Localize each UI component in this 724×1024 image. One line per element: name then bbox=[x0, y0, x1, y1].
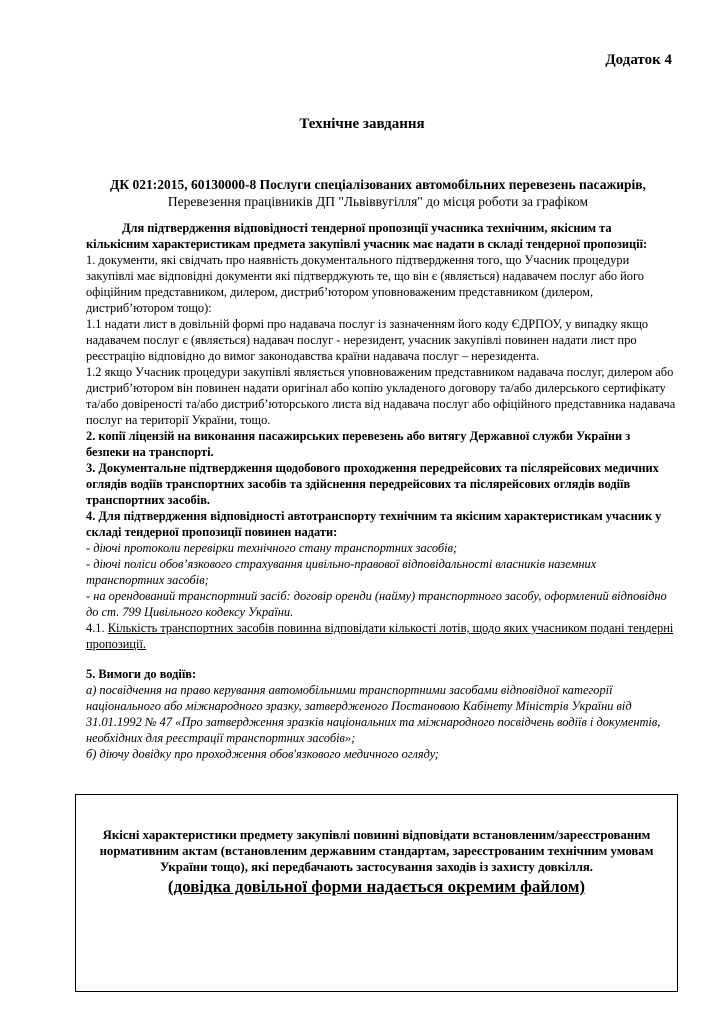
quality-requirements-text: Якісні характеристики предмету закупівлі повинні відповідати встановленим/зареєстрованим нормативним актам (встановленим державним стандартам, зареєстрованим технічним умовам України тощо), які передбачають застосування заходів із захисту довкілля. bbox=[99, 828, 654, 874]
requirement-2: 2. копії ліцензій на виконання пасажирських перевезень або витягу Державної служби України з безпеки на транспорті. bbox=[86, 429, 631, 459]
requirement-4-1-text: Кількість транспортних засобів повинна відповідати кількості лотів, щодо яких учасником подані тендерні пропозиції. bbox=[86, 621, 674, 651]
box-content bbox=[86, 827, 667, 897]
requirement-1: 1. документи, які свідчать про наявність документального підтвердження того, що Учасник процедури закупівлі має відповідні документи які підтверджують те, що він є (являється) надавачем послуг або його офіційним представником, дилером, дистриб’ютором уповноваженим представником (дилером, дистриб’ютором тощо): bbox=[86, 253, 644, 315]
separate-file-note: (довідка довільної форми надається окремим файлом) bbox=[167, 877, 586, 896]
requirement-1-1: 1.1 надати лист в довільній формі про надавача послуг із зазначенням його коду ЄДРПОУ, у випадку якщо надавачем послуг є (являється) надавач послуг - нерезидент, учасник закупівлі повинен надати лист про реєстрацію відповідно до вимог законодавства країни надавача послуг – нерезидента. bbox=[86, 317, 649, 363]
subject-code: ДК 021:2015, 60130000-8 Послуги спеціалізованих автомобільних перевезень пасажирів, bbox=[110, 177, 646, 192]
requirement-5-a: а) посвідчення на право керування автомобільними транспортними засобами відповідної категорії національного або міжнародного зразку, затвердженого Постановою Кабінету Міністрів України від 31.01.1992 № 47 «Про затвердження зразків національних та міжнародного посвідчень водіїв і документів, необхідних для реєстрації транспортних засобів»; bbox=[86, 683, 661, 745]
appendix-label: Додаток 4 bbox=[605, 52, 672, 68]
procurement-subject bbox=[60, 176, 696, 210]
requirement-4: 4. Для підтвердження відповідності автотранспорту технічним та якісним характеристикам учасник у складі тендерної пропозиції повинен надати: bbox=[86, 509, 662, 539]
requirement-4-1 bbox=[86, 620, 676, 652]
quality-requirements-box bbox=[75, 794, 678, 992]
requirements-body bbox=[86, 220, 676, 762]
requirement-1-2: 1.2 якщо Учасник процедури закупівлі являється уповноваженим представником надавача послуг, дилером або дистриб’ютором він повинен надати оригінал або копію укладеного договору та/або дилерського сертифікату та/або довіреності та/або дистриб’юторського листа від надавача послуг або офіційного представника надавача послуг на території України, тощо. bbox=[86, 365, 676, 427]
subject-description: Перевезення працівників ДП "Львіввугілля" до місця роботи за графіком bbox=[167, 194, 589, 209]
requirement-5: 5. Вимоги до водіїв: bbox=[86, 667, 197, 681]
requirement-3: 3. Документальне підтвердження щодобового проходження передрейсових та післярейсових медичних оглядів водіїв транспортних засобів та здійснення передрейсових та післярейсових оглядів водіїв транспортних засобів. bbox=[86, 461, 659, 507]
requirement-5-b: б) діючу довідку про проходження обов'язкового медичного огляду; bbox=[86, 747, 439, 761]
document-title: Технічне завдання bbox=[299, 116, 425, 132]
requirement-4-c: - на орендований транспортний засіб: договір оренди (найму) транспортного засобу, оформлений відповідно до ст. 799 Цивільного кодексу України. bbox=[86, 589, 667, 619]
requirement-4-a: - діючі протоколи перевірки технічного стану транспортних засобів; bbox=[86, 541, 458, 555]
spacer bbox=[86, 652, 676, 666]
requirement-4-1-number: 4.1. bbox=[86, 621, 108, 635]
intro-paragraph: Для підтвердження відповідності тендерної пропозиції учасника технічним, якісним та кількісним характеристикам предмета закупівлі учасник має надати в складі тендерної пропозиції: bbox=[86, 221, 648, 251]
requirement-4-b: - діючі поліси обов’язкового страхування цивільно-правової відповідальності власників наземних транспортних засобів; bbox=[86, 557, 597, 587]
